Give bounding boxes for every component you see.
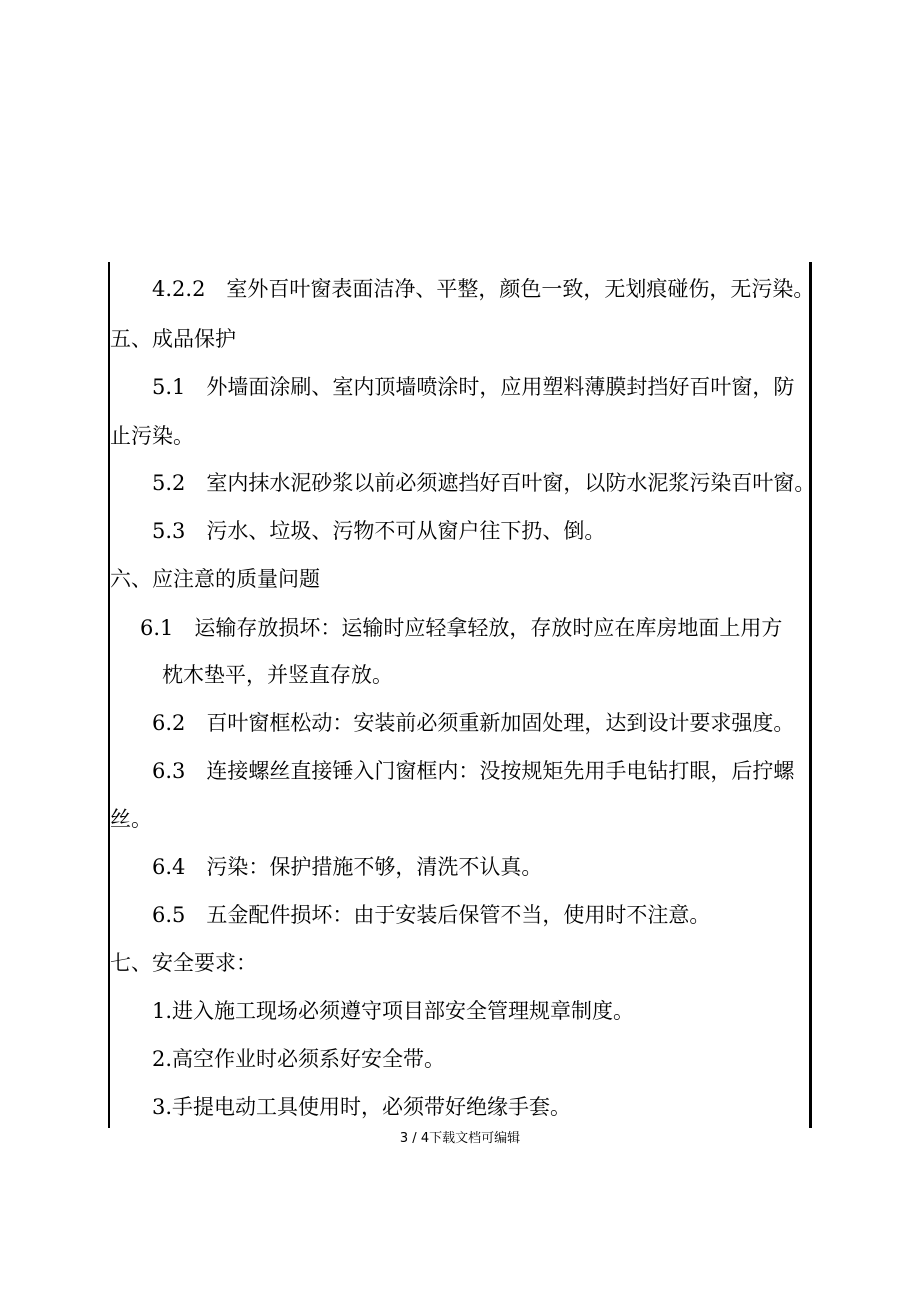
- paragraph-5-1-continued: 止污染。: [110, 424, 194, 448]
- paragraph-6-4: 6.4 污染：保护措施不够，清洗不认真。: [152, 855, 543, 879]
- paragraph-6-3: 6.3 连接螺丝直接锤入门窗框内：没按规矩先用手电钻打眼，后拧螺: [152, 759, 795, 783]
- paragraph-6-1: 6.1 运输存放损坏：运输时应轻拿轻放，存放时应在库房地面上用方: [140, 616, 783, 640]
- section-heading-5: 五、成品保护: [110, 327, 236, 351]
- paragraph-5-1: 5.1 外墙面涂刷、室内顶墙喷涂时，应用塑料薄膜封挡好百叶窗，防: [152, 375, 795, 399]
- safety-item-2: 2.高空作业时必须系好安全带。: [152, 1047, 446, 1071]
- paragraph-5-3: 5.3 污水、垃圾、污物不可从窗户往下扔、倒。: [152, 519, 606, 543]
- paragraph-6-1-continued: 枕木垫平，并竖直存放。: [162, 663, 393, 687]
- paragraph-6-5: 6.5 五金配件损坏：由于安装后保管不当，使用时不注意。: [152, 903, 711, 927]
- paragraph-6-2: 6.2 百叶窗框松动：安装前必须重新加固处理，达到设计要求强度。: [152, 711, 795, 735]
- paragraph-5-2: 5.2 室内抹水泥砂浆以前必须遮挡好百叶窗，以防水泥浆污染百叶窗。: [152, 471, 816, 495]
- section-heading-7: 七、安全要求：: [110, 951, 257, 975]
- paragraph-6-3-continued: 丝。: [110, 807, 152, 831]
- section-heading-6: 六、应注意的质量问题: [110, 567, 320, 591]
- safety-item-3: 3.手提电动工具使用时，必须带好绝缘手套。: [152, 1095, 572, 1119]
- page-footer: 3 / 4下载文档可编辑: [399, 1131, 521, 1146]
- table-left-border: [108, 262, 110, 1128]
- paragraph-4-2-2: 4.2.2 室外百叶窗表面洁净、平整，颜色一致，无划痕碰伤，无污染。: [152, 277, 815, 301]
- safety-item-1: 1.进入施工现场必须遵守项目部安全管理规章制度。: [152, 999, 635, 1023]
